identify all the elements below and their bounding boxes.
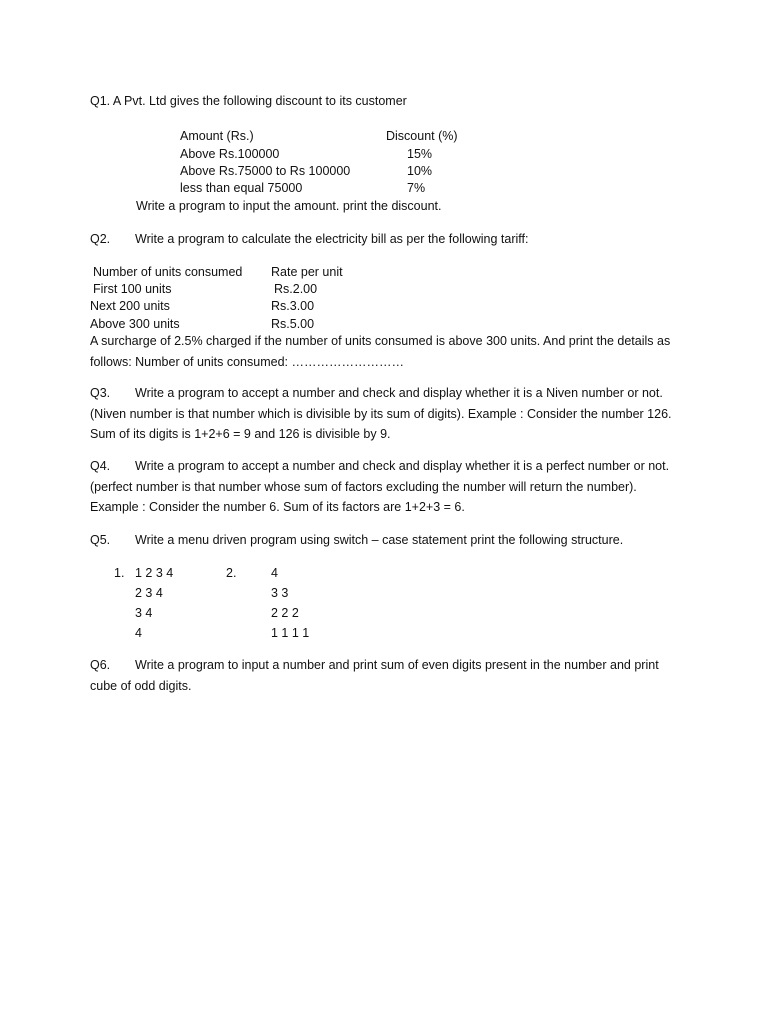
q5-text: Write a menu driven program using switch – case statement print the following structure. (135, 533, 624, 547)
q6-label: Q6. (90, 658, 111, 672)
q2-header-units: Number of units consumed (93, 265, 243, 279)
q2-text: Write a program to calculate the electricity bill as per the following tariff: (135, 232, 529, 246)
q2-row-units: Next 200 units (90, 299, 170, 313)
q2-row-units: First 100 units (93, 282, 172, 296)
q2-row-units: Above 300 units (90, 317, 180, 331)
q1-row-discount: 15% (407, 147, 433, 161)
q1-row-amount: Above Rs.75000 to Rs 100000 (180, 164, 351, 178)
q1-row-amount: less than equal 75000 (180, 181, 303, 195)
q2-surcharge-note: A surcharge of 2.5% charged if the number of units consumed is above 300 units. And print the details as follows: Number of units consumed: ……………………… (90, 334, 671, 369)
q2-label: Q2. (90, 232, 111, 246)
q2-row-rate: Rs.3.00 (271, 299, 315, 313)
q1-row-discount: 10% (407, 164, 433, 178)
q5-label: Q5. (90, 533, 111, 547)
pattern-line: 2 2 2 (271, 606, 299, 620)
q1-instruction: Write a program to input the amount. print the discount. (136, 199, 442, 213)
q6-text: Write a program to input a number and print sum of even digits present in the number and print cube of odd digits. (90, 658, 659, 693)
pattern-line: 4 (271, 566, 278, 580)
pattern-2-marker: 2. (226, 566, 237, 580)
q1-row-discount: 7% (407, 181, 426, 195)
q1-heading: Q1. A Pvt. Ltd gives the following discount to its customer (90, 94, 407, 108)
q3-label: Q3. (90, 386, 111, 400)
q6-block (90, 655, 682, 696)
q4-text: Write a program to accept a number and check and display whether it is a perfect number or not. (perfect number is that number whose sum of factors excluding the number will return the number). Example : Consider the number 6. Sum of its factors are 1+2+3 = 6. (90, 459, 670, 514)
q2-row-rate: Rs.2.00 (274, 282, 318, 296)
q3-text: Write a program to accept a number and check and display whether it is a Niven number or not. (Niven number is that number which is divisible by its sum of digits). Example : Consider the number 126. Sum of its digits is 1+2+6 = 9 and 126 is divisible by 9. (90, 386, 672, 441)
q2-line (90, 231, 528, 247)
q2-row-rate: Rs.5.00 (271, 317, 315, 331)
pattern-line: 2 3 4 (135, 586, 163, 600)
pattern-1-marker: 1. (114, 566, 125, 580)
q4-block (90, 456, 670, 518)
q1-header-amount: Amount (Rs.) (180, 129, 254, 143)
q1-row-amount: Above Rs.100000 (180, 147, 280, 161)
q3-block (90, 383, 690, 445)
q2-header-rate: Rate per unit (271, 265, 343, 279)
pattern-line: 3 3 (271, 586, 289, 600)
pattern-line: 1 2 3 4 (135, 566, 174, 580)
q4-label: Q4. (90, 459, 111, 473)
q5-line (90, 532, 623, 548)
pattern-line: 1 1 1 1 (271, 626, 310, 640)
pattern-line: 3 4 (135, 606, 153, 620)
q1-header-discount: Discount (%) (386, 129, 458, 143)
pattern-line: 4 (135, 626, 142, 640)
